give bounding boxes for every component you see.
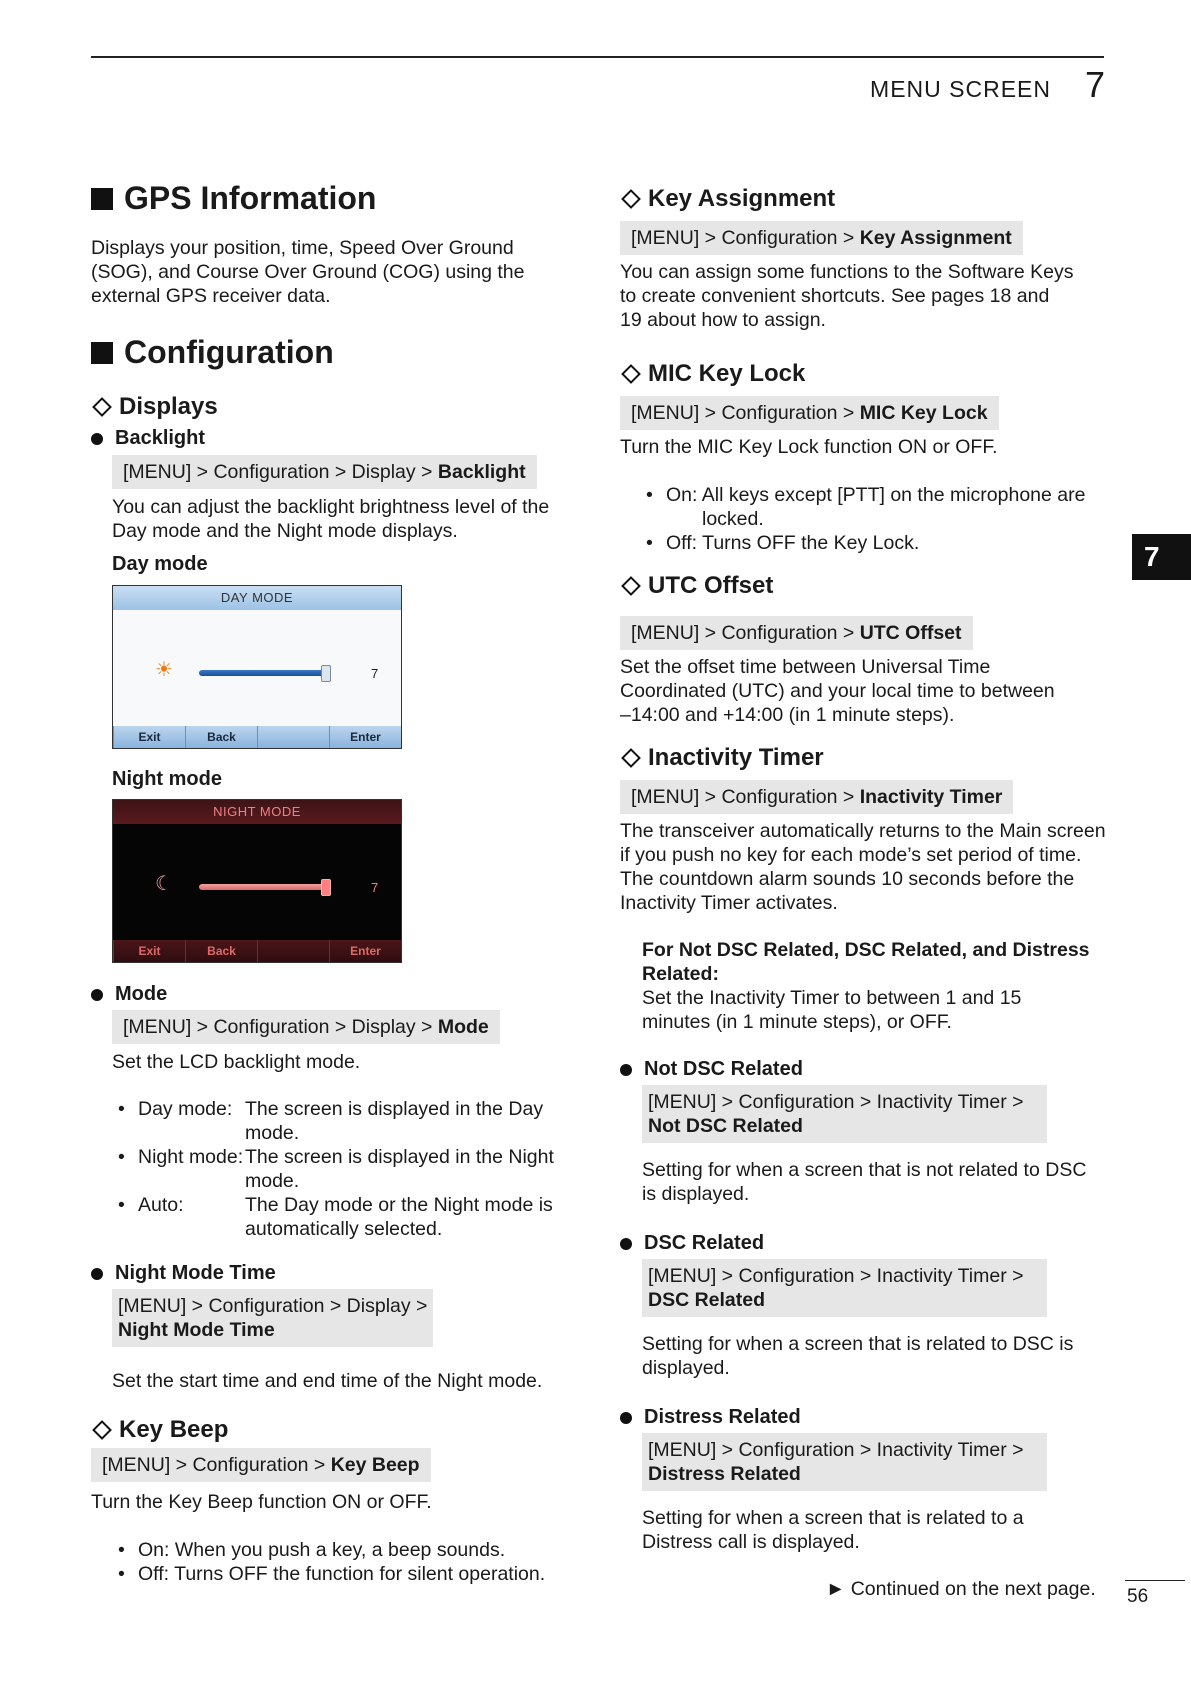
round-bullet-icon: [620, 1064, 632, 1076]
header-rule: [91, 56, 1104, 58]
diamond-bullet-icon: [621, 189, 641, 209]
menu-path-key-assignment: [MENU] > Configuration > Key Assignment: [620, 221, 1023, 255]
section-title: MENU SCREEN: [870, 76, 1051, 102]
softkey-blank: [257, 940, 329, 962]
list-item: • Auto: The Day mode or the Night mode is: [118, 1194, 553, 1216]
softkey-blank: [257, 726, 329, 748]
softkey-enter: Enter: [329, 726, 401, 748]
page-number-rule: [1125, 1580, 1185, 1581]
diamond-bullet-icon: [621, 748, 641, 768]
heading-displays: Displays: [91, 393, 218, 421]
menu-path-backlight: [MENU] > Configuration > Display > Backlight: [112, 455, 537, 489]
list-item: • On: When you push a key, a beep sounds.: [118, 1539, 506, 1561]
chapter-side-tab: 7: [1132, 534, 1191, 580]
utc-offset-description: Set the offset time between Universal Time Coordinated (UTC) and your local time to between –14:00 and +14:00 (in 1 minute steps).: [620, 656, 1055, 726]
mic-key-lock-options-list: • On: All keys except [PTT] on the microphone are locked. • Off: Turns OFF the Key Lock.: [646, 484, 1086, 554]
square-bullet-icon: [91, 188, 113, 210]
screen-title-bar: NIGHT MODE: [113, 800, 401, 824]
softkey-bar: [113, 940, 401, 962]
sun-icon: ☀: [155, 659, 173, 681]
menu-path-not-dsc-related: [MENU] > Configuration > Inactivity Timer > Not DSC Related: [642, 1085, 1047, 1143]
inactivity-timer-description: The transceiver automatically returns to the Main screen if you push no key for each mode’s set period of time. The countdown alarm sounds 10 seconds before the Inactivity Timer activates.: [620, 820, 1106, 914]
diamond-bullet-icon: [621, 576, 641, 596]
brightness-slider-thumb: [321, 879, 331, 896]
menu-path-inactivity-timer: [MENU] > Configuration > Inactivity Timer: [620, 780, 1013, 814]
list-item: • Off: Turns OFF the function for silent operation.: [118, 1563, 546, 1585]
mode-options-list: • Day mode: The screen is displayed in the Day mode. • Night mode: The screen is displayed in the Night mode. • Auto: The Day mode or the Night mode is automatically selected.: [118, 1098, 554, 1240]
moon-icon: ☾: [155, 873, 173, 895]
menu-path-mic-key-lock: [MENU] > Configuration > MIC Key Lock: [620, 396, 999, 430]
brightness-value: 7: [371, 666, 379, 681]
gps-description: Displays your position, time, Speed Over Ground (SOG), and Course Over Ground (COG) using the external GPS receiver data.: [91, 237, 525, 307]
day-mode-screen: [112, 585, 402, 749]
heading-gps-information: GPS Information: [91, 180, 376, 217]
list-item: • Off: Turns OFF the Key Lock.: [646, 532, 920, 554]
menu-path-night-mode-time: [MENU] > Configuration > Display > Night Mode Time: [112, 1289, 433, 1347]
softkey-back: Back: [185, 726, 257, 748]
heading-inactivity-timer: Inactivity Timer: [620, 744, 824, 772]
diamond-bullet-icon: [92, 397, 112, 417]
page-number: 56: [1127, 1586, 1149, 1607]
brightness-slider-track: [199, 670, 327, 676]
dsc-related-description: Setting for when a screen that is related to DSC is displayed.: [642, 1333, 1074, 1379]
brightness-value: 7: [371, 880, 379, 895]
heading-distress-related: Distress Related: [620, 1406, 801, 1429]
key-beep-options-list: [118, 1538, 545, 1586]
menu-path-dsc-related: [MENU] > Configuration > Inactivity Timer > DSC Related: [642, 1259, 1047, 1317]
inactivity-note-title: For Not DSC Related, DSC Related, and Distress Related:: [642, 939, 1090, 985]
mic-key-lock-description: Turn the MIC Key Lock function ON or OFF.: [620, 436, 998, 458]
list-item: • Night mode: The screen is displayed in the Night: [118, 1146, 554, 1168]
softkey-exit: Exit: [113, 940, 185, 962]
heading-utc-offset: UTC Offset: [620, 572, 773, 600]
backlight-description: You can adjust the backlight brightness level of the Day mode and the Night mode displays.: [112, 496, 550, 542]
round-bullet-icon: [91, 433, 103, 445]
screen-title-bar: DAY MODE: [113, 586, 401, 610]
not-dsc-related-description: Setting for when a screen that is not related to DSC is displayed.: [642, 1159, 1087, 1205]
heading-mic-key-lock: MIC Key Lock: [620, 360, 805, 388]
menu-path-mode: [MENU] > Configuration > Display > Mode: [112, 1010, 500, 1044]
list-item: • On: All keys except [PTT] on the microphone are: [646, 484, 1086, 506]
key-assignment-description: You can assign some functions to the Software Keys to create convenient shortcuts. See pages 18 and 19 about how to assign.: [620, 261, 1074, 331]
diamond-bullet-icon: [621, 364, 641, 384]
menu-path-utc-offset: [MENU] > Configuration > UTC Offset: [620, 616, 973, 650]
square-bullet-icon: [91, 342, 113, 364]
heading-key-assignment: Key Assignment: [620, 185, 835, 213]
round-bullet-icon: [620, 1412, 632, 1424]
chapter-number: 7: [1084, 64, 1105, 105]
heading-mode: Mode: [91, 983, 167, 1006]
softkey-enter: Enter: [329, 940, 401, 962]
distress-related-description: Setting for when a screen that is related to a Distress call is displayed.: [642, 1507, 1024, 1553]
mode-description: Set the LCD backlight mode.: [112, 1051, 361, 1073]
night-mode-label: Night mode: [112, 768, 222, 790]
list-item: • Day mode: The screen is displayed in the Day: [118, 1098, 544, 1120]
menu-path-key-beep: [MENU] > Configuration > Key Beep: [91, 1448, 431, 1482]
diamond-bullet-icon: [92, 1420, 112, 1440]
heading-key-beep: Key Beep: [91, 1416, 228, 1444]
brightness-slider-track: [199, 884, 327, 890]
night-mode-time-description: Set the start time and end time of the Night mode.: [112, 1370, 543, 1392]
continued-note: ► Continued on the next page.: [826, 1578, 1096, 1600]
day-mode-label: Day mode: [112, 553, 208, 575]
softkey-exit: Exit: [113, 726, 185, 748]
heading-backlight: Backlight: [91, 427, 205, 450]
menu-path-distress-related: [MENU] > Configuration > Inactivity Timer > Distress Related: [642, 1433, 1047, 1491]
heading-dsc-related: DSC Related: [620, 1232, 764, 1255]
inactivity-note-body: Set the Inactivity Timer to between 1 and 15 minutes (in 1 minute steps), or OFF.: [642, 987, 1022, 1033]
heading-not-dsc-related: Not DSC Related: [620, 1058, 803, 1081]
heading-night-mode-time: Night Mode Time: [91, 1262, 276, 1285]
night-mode-screen: [112, 799, 402, 963]
brightness-slider-thumb: [321, 665, 331, 682]
round-bullet-icon: [91, 989, 103, 1001]
softkey-bar: [113, 726, 401, 748]
softkey-back: Back: [185, 940, 257, 962]
key-beep-description: Turn the Key Beep function ON or OFF.: [91, 1491, 432, 1513]
round-bullet-icon: [620, 1238, 632, 1250]
heading-configuration: Configuration: [91, 334, 334, 371]
round-bullet-icon: [91, 1268, 103, 1280]
